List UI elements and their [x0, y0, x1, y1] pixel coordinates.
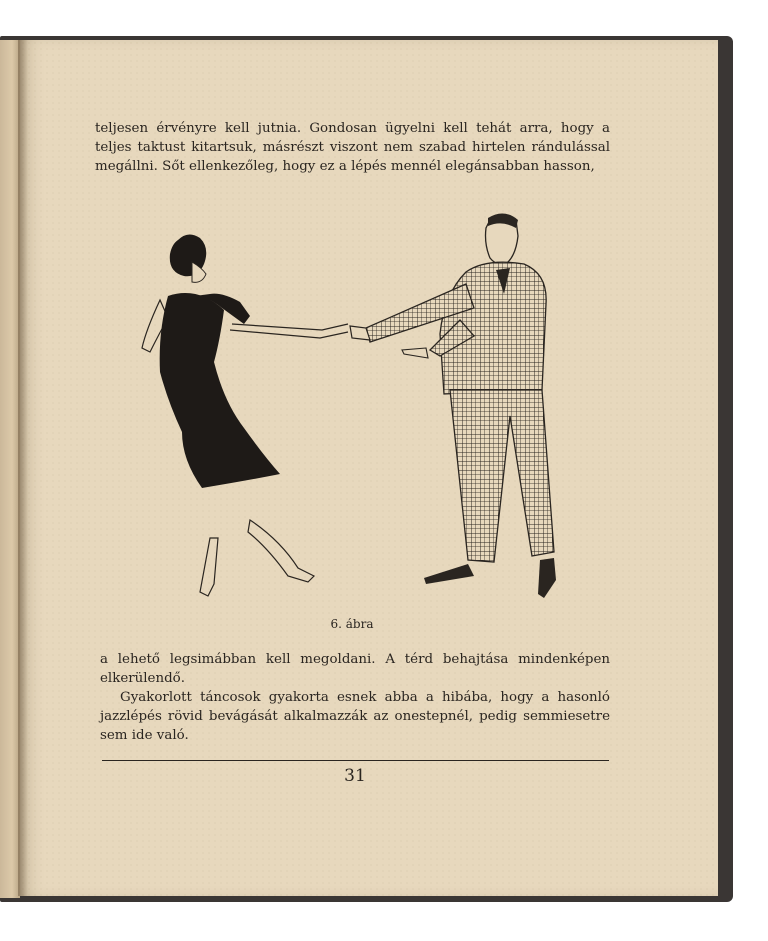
dancing-couple-illustration: [120, 200, 580, 610]
text-line: sem ide való.: [100, 728, 189, 743]
footer-rule: [102, 760, 609, 761]
left-page-edge: [0, 40, 20, 898]
page-number: 31: [344, 766, 366, 786]
top-paragraph: [95, 119, 610, 176]
man-figure: [350, 213, 556, 598]
text-line: a lehető legsimábban kell megoldani. A térd behajtása mindenképen: [100, 652, 610, 667]
text-line: jazzlépés rövid bevágását alkalmazzák az onestepnél, pedig semmiesetre: [100, 709, 610, 724]
gutter-shadow: [18, 40, 28, 896]
figure-caption: 6. ábra: [330, 617, 374, 631]
woman-figure: [142, 234, 348, 596]
bottom-text: [100, 650, 610, 745]
text-line: elkerülendő.: [100, 671, 185, 686]
text-line: Gyakorlott táncosok gyakorta esnek abba a hibába, hogy a hasonló: [120, 690, 610, 705]
text-line: megállni. Sőt ellenkezőleg, hogy ez a lépés mennél elegánsabban hasson,: [95, 159, 595, 174]
text-line: teljes taktust kitartsuk, másrészt viszont nem szabad hirtelen rándulással: [95, 140, 610, 155]
text-line: teljesen érvényre kell jutnia. Gondosan ügyelni kell tehát arra, hogy a: [95, 121, 610, 136]
